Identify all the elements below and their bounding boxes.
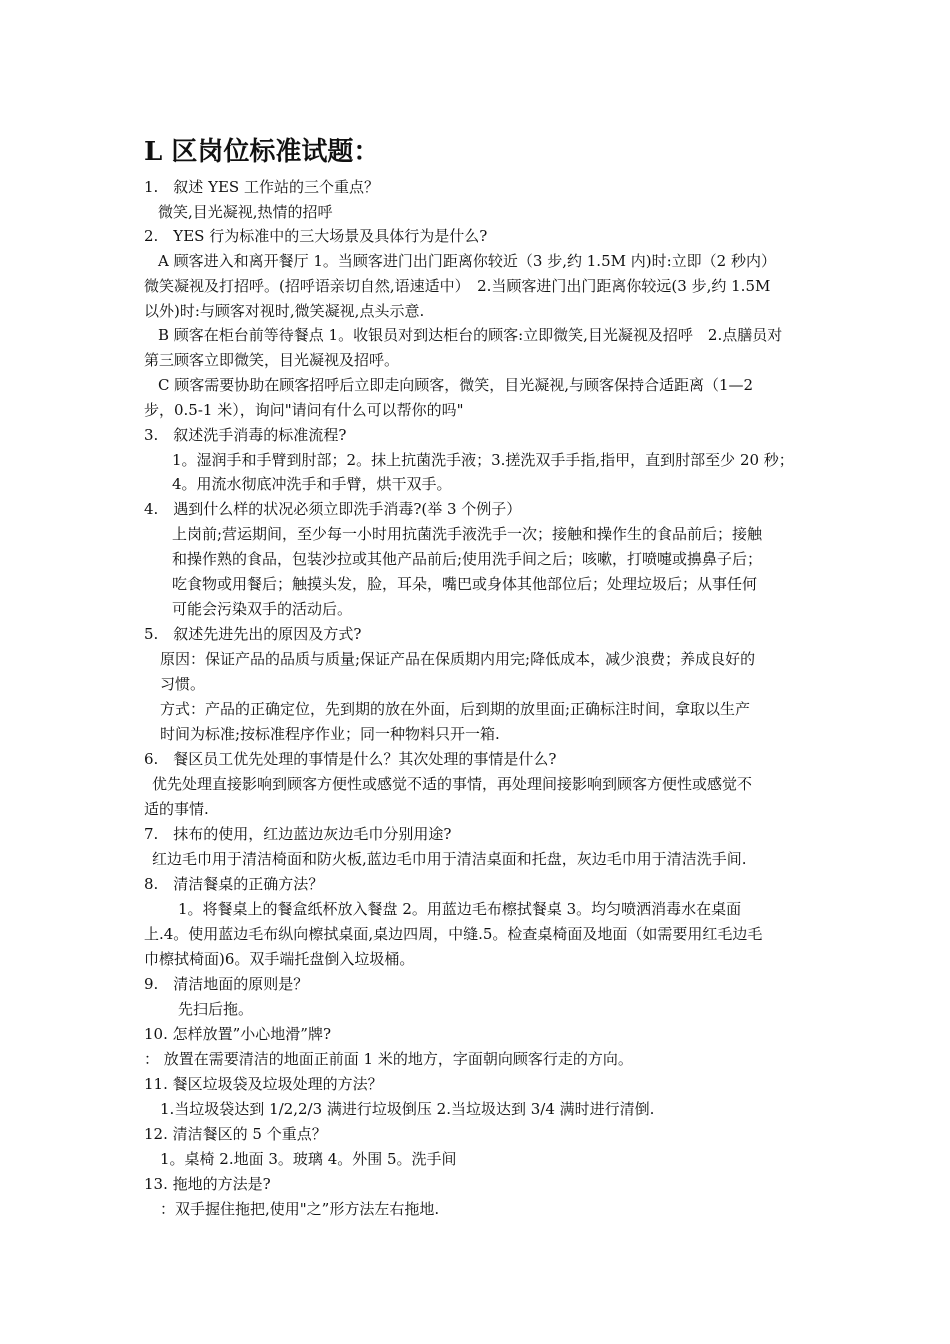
- answer-6-line-1: 优先处理直接影响到顾客方便性或感觉不适的事情，再处理间接影响到顾客方便性或感觉不: [152, 775, 753, 793]
- question-13: 13. 拖地的方法是?: [144, 1175, 271, 1193]
- page-title: L 区岗位标准试题：: [144, 137, 380, 167]
- answer-4-line-2: 和操作熟的食品，包装沙拉或其他产品前后;使用洗手间之后；咳嗽，打喷嚏或擤鼻子后；: [172, 550, 763, 568]
- answer-4-line-4: 可能会污染双手的活动后。: [172, 600, 353, 618]
- answer-3-line-2: 4。用流水彻底冲洗手和手臂，烘干双手。: [172, 475, 452, 493]
- answer-7: 红边毛巾用于清洁椅面和防火板,蓝边毛巾用于清洁桌面和托盘，灰边毛巾用于清洁洗手间.: [152, 850, 747, 868]
- question-7: 7. 抹布的使用，红边蓝边灰边毛巾分别用途?: [144, 825, 452, 843]
- answer-9: 先扫后拖。: [178, 1000, 254, 1018]
- answer-5-line-4: 时间为标准;按标准程序作业；同一种物料只开一箱.: [160, 725, 500, 743]
- question-5: 5. 叙述先进先出的原因及方式?: [144, 625, 362, 643]
- answer-13: ：双手握住拖把,使用"之”形方法左右拖地.: [160, 1200, 440, 1218]
- answer-8-line-2: 上.4。使用蓝边毛布纵向檫拭桌面,桌边四周，中缝.5。检查桌椅面及地面（如需要用红毛边毛: [144, 925, 763, 943]
- answer-2-line-5: 第三顾客立即微笑，目光凝视及招呼。: [144, 351, 400, 369]
- answer-5-line-1: 原因：保证产品的品质与质量;保证产品在保质期内用完;降低成本，减少浪费；养成良好的: [160, 650, 756, 668]
- answer-11: 1.当垃圾袋达到 1/2,2/3 满进行垃圾倒压 2.当垃圾达到 3/4 满时进行清倒.: [160, 1100, 655, 1118]
- answer-6-line-2: 适的事情.: [144, 800, 209, 818]
- answer-4-line-1: 上岗前;营运期间，至少每一小时用抗菌洗手液洗手一次；接触和操作生的食品前后；接触: [172, 525, 763, 543]
- answer-12: 1。桌椅 2.地面 3。玻璃 4。外围 5。洗手间: [160, 1150, 457, 1168]
- question-1: 1. 叙述 YES 工作站的三个重点？: [144, 178, 379, 196]
- question-8: 8. 清洁餐桌的正确方法？: [144, 875, 324, 893]
- answer-2-line-3: 以外)时:与顾客对视时,微笑凝视,点头示意.: [144, 302, 425, 320]
- question-12: 12. 清洁餐区的 5 个重点？: [144, 1125, 327, 1143]
- answer-2-line-1: A 顾客进入和离开餐厅 1。当顾客进门出门距离你较近（3 步,约 1.5M 内)时:立即（2 秒内）: [158, 252, 776, 270]
- question-11: 11. 餐区垃圾袋及垃圾处理的方法？: [144, 1075, 383, 1093]
- answer-5-line-2: 习惯。: [160, 675, 206, 693]
- answer-4-line-3: 吃食物或用餐后；触摸头发，脸，耳朵，嘴巴或身体其他部位后；处理垃圾后；从事任何: [172, 575, 758, 593]
- answer-2-line-2: 微笑凝视及打招呼。(招呼语亲切自然,语速适中） 2.当顾客进门出门距离你较远(3 步,约 1.5M: [144, 277, 771, 295]
- question-9: 9. 清洁地面的原则是？: [144, 975, 309, 993]
- answer-2-line-7: 步，0.5-1 米），询问"请问有什么可以帮你的吗": [144, 401, 464, 419]
- answer-8-line-3: 巾檫拭椅面)6。双手端托盘倒入垃圾桶。: [144, 950, 415, 968]
- answer-3-line-1: 1。湿润手和手臂到肘部；2。抹上抗菌洗手液；3.搓洗双手手指,指甲，直到肘部至少 20 秒；: [172, 451, 794, 469]
- question-6: 6. 餐区员工优先处理的事情是什么？其次处理的事情是什么?: [144, 750, 557, 768]
- answer-2-line-4: B 顾客在柜台前等待餐点 1。收银员对到达柜台的顾客:立即微笑,目光凝视及招呼 2.点膳员对: [158, 326, 783, 344]
- question-3: 3. 叙述洗手消毒的标准流程?: [144, 426, 347, 444]
- question-2: 2. YES 行为标准中的三大场景及具体行为是什么?: [144, 227, 488, 245]
- answer-2-line-6: C 顾客需要协助在顾客招呼后立即走向顾客，微笑，目光凝视,与顾客保持合适距离（1—2: [158, 376, 754, 394]
- question-10: 10. 怎样放置”小心地滑”牌?: [144, 1025, 332, 1043]
- question-4: 4. 遇到什么样的状况必须立即洗手消毒?(举 3 个例子）: [144, 500, 522, 518]
- answer-1: 微笑,目光凝视,热情的招呼: [158, 203, 333, 221]
- answer-5-line-3: 方式：产品的正确定位，先到期的放在外面，后到期的放里面;正确标注时间，拿取以生产: [160, 700, 751, 718]
- answer-8-line-1: 1。将餐桌上的餐盒纸杯放入餐盘 2。用蓝边毛布檫拭餐桌 3。均匀喷洒消毒水在桌面: [178, 900, 742, 918]
- answer-10: ： 放置在需要清洁的地面正前面 1 米的地方，字面朝向顾客行走的方向。: [144, 1050, 633, 1068]
